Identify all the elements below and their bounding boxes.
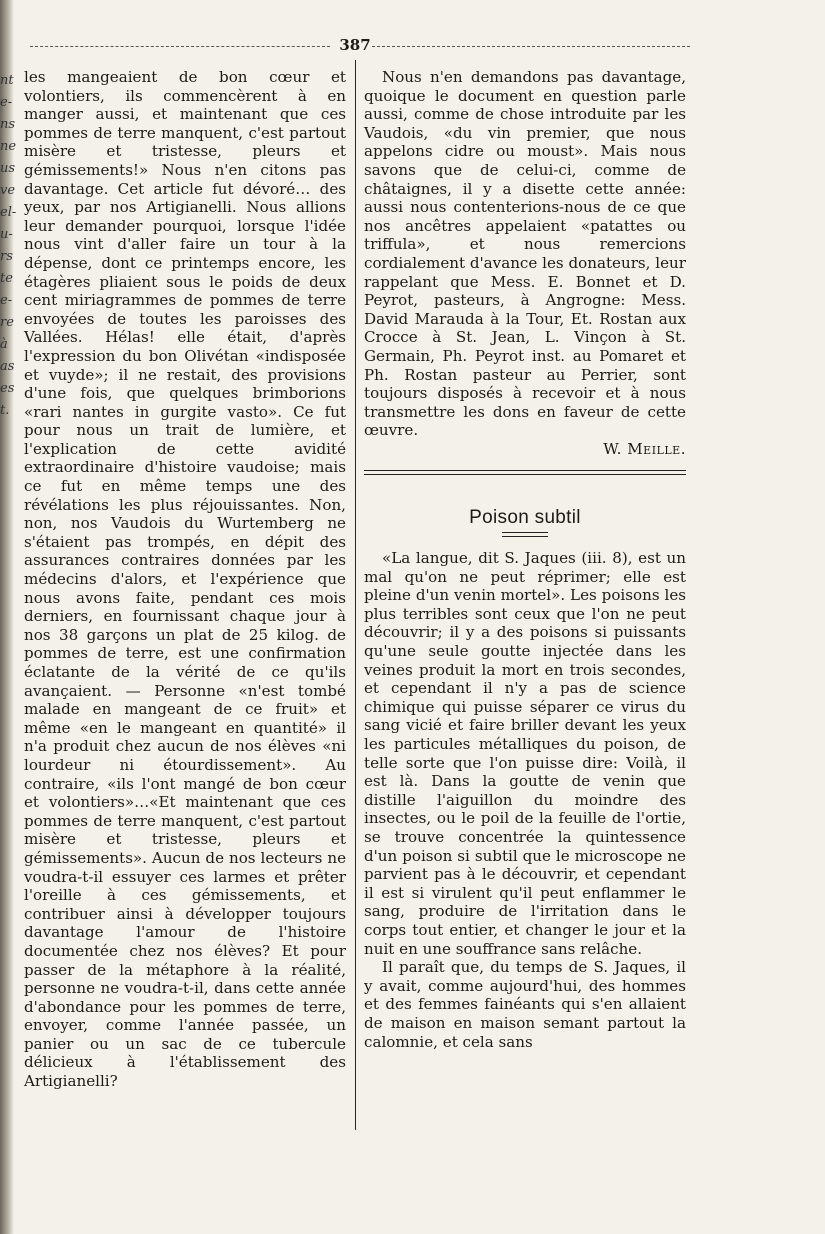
section-separator-rule xyxy=(364,470,686,475)
article-title: Poison subtil xyxy=(469,507,581,529)
author-signature: W. Meille. xyxy=(603,439,686,458)
header-rule-left xyxy=(30,46,330,47)
page-number: 387 xyxy=(339,36,371,54)
right-column xyxy=(364,68,686,1051)
previous-page-margin-fragments: nt e- ns ne us ve el- u- rs te e- re à as es t. xyxy=(0,73,16,418)
header-rule-right xyxy=(372,46,690,47)
left-column xyxy=(24,68,346,1091)
article-paragraph-1: «La langue, dit S. Jaques (iii. 8), est un mal qu'on ne peut réprimer; elle est pleine d'un venin mortel». Les poisons les plus terribles sont ceux que l'on ne peut découvrir; il y a des poisons si puissants qu'une seule goutte injectée dans les veines produit la mort en trois secondes, et cependant il n'y a pas de science chimique qui puisse séparer ce virus du sang vicié et faire briller devant les yeux les particules métalliques du poison, de telle sorte que l'on puisse dire: Voilà, il est là. Dans la goutte de venin que distille l'aiguillon du moindre des insectes, ou le poil de la feuille de l'ortie, se trouve concentrée la quintessence d'un poison si subtil que le microscope ne parvient pas à le découvrir, et cependant il est si virulent qu'il peut enflammer le sang, produire de l'irritation dans le corps tout entier, et changer le jour et la nuit en une souffrance sans relâche. xyxy=(364,549,686,958)
right-column-paragraph-1: Nous n'en demandons pas davantage, quoique le document en question parle aussi, comme de chose introduite par les Vaudois, «du vin premier, que nous appelons cidre ou moust». Mais nous savons que de celui-ci, comme de châtaignes, il y a disette cette année: aussi nous contenterions-nous de ce que nos ancêtres appelaient «patattes ou triffula», et nous remercions cordialement d'avance les donateurs, leur rappelant que Mess. E. Bonnet et D. Peyrot, pasteurs, à Angrogne: Mess. David Marauda à la Tour, Et. Rostan aux Crocce à St. Jean, L. Vinçon à St. Germain, Ph. Peyrot inst. au Pomaret et Ph. Rostan pasteur au Perrier, sont toujours disposés à recevoir et à nous transmettre les dons en faveur de cette œuvre. xyxy=(364,68,686,440)
column-divider xyxy=(355,60,356,1130)
left-column-paragraph: les mangeaient de bon cœur et volontiers, ils commencèrent à en manger aussi, et maintenant que ces pommes de terre manquent, c'est partout misère et tristesse, pleurs et gémissements!» Nous n'en citons pas davantage. Cet article fut dévoré… des yeux, par nos Artigianelli. Nous allions leur demander pourquoi, lorsque l'idée nous vint d'aller faire un tour à la dépense, dont ce printemps encore, les étagères pliaient sous le poids de deux cent miriagrammes de pommes de terre envoyées de toutes les paroisses des Vallées. Hélas! elle était, d'après l'expression du bon Olivétan «indisposée et vuyde»; il ne restait, des provisions d'une fois, que quelques brimborions «rari nantes in gurgite vasto». Ce fut pour nous un trait de lumière, et l'explication de cette avidité extraordinaire d'histoire vaudoise; mais ce fut en même temps une des révélations les plus réjouissantes. Non, non, nos Vaudois du Wurtemberg ne s'étaient pas trompés, en dépit des assurances contraires données par les médecins d'alors, et l'expérience que nous avons faite, pendant ces mois derniers, en fournissant chaque jour à nos 38 garçons un plat de 25 kilog. de pommes de terre, est une confirmation éclatante de la vérité de ce qu'ils avançaient. — Personne «n'est tombé malade en mangeant de ce fruit» et même «en le mangeant en quantité» il n'a produit chez aucun de nos élèves «ni lourdeur ni étourdissement». Au contraire, «ils l'ont mangé de bon cœur et volontiers»…«Et maintenant que ces pommes de terre manquent, c'est partout misère et tristesse, pleurs et gémissements». Aucun de nos lecteurs ne voudra-t-il essuyer ces larmes et prêter l'oreille à ces gémissements, et contribuer ainsi à développer toujours davantage l'amour de l'histoire documentée chez nos élèves? Et pour passer de la métaphore à la réalité, personne ne voudra-t-il, dans cette année d'abondance pour les pommes de terre, envoyer, comme l'année passée, un panier ou un sac de ce tubercule délicieux à l'établissement des Artigianelli? xyxy=(24,68,346,1091)
article-paragraph-2: Il paraît que, du temps de S. Jaques, il y avait, comme aujourd'hui, des hommes et des femmes fainéants qui s'en allaient de maison en maison semant partout la calomnie, et cela sans xyxy=(364,958,686,1051)
title-underline-rule xyxy=(502,532,548,537)
